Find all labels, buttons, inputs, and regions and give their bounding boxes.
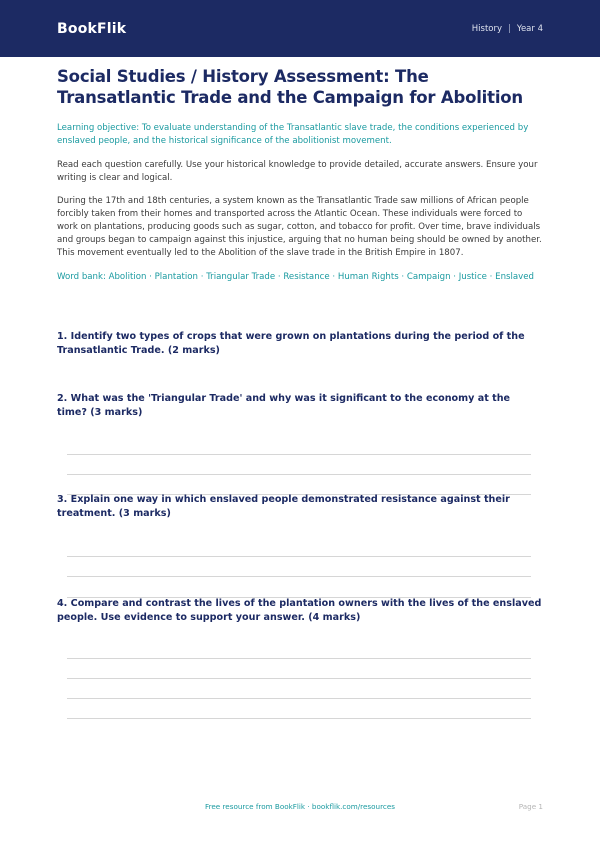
- answer-line[interactable]: [67, 678, 531, 679]
- word-bank: Word bank: Abolition · Plantation · Triangular Trade · Resistance · Human Rights · Campaign · Justice · Enslaved: [57, 272, 534, 282]
- header-meta: [472, 24, 543, 34]
- question-4: 4. Compare and contrast the lives of the plantation owners with the lives of the enslaved people. Use evidence to support your answer. (4 marks): [57, 598, 542, 623]
- page-title: Social Studies / History Assessment: The Transatlantic Trade and the Campaign for Abolition: [57, 67, 523, 107]
- learning-objective: Learning objective: To evaluate understanding of the Transatlantic slave trade, the conditions experienced by enslaved people, and the historical significance of the abolitionist movement.: [57, 123, 529, 146]
- brand-logo: BookFlik: [57, 20, 127, 37]
- year-label: Year 4: [516, 23, 543, 34]
- answer-line[interactable]: [67, 576, 531, 577]
- question-2: 2. What was the 'Triangular Trade' and why was it significant to the economy at the time? (3 marks): [57, 393, 511, 418]
- answer-line[interactable]: [67, 474, 531, 475]
- page-header: [0, 0, 600, 57]
- subject-label: History: [471, 23, 503, 34]
- instructions-paragraph: Read each question carefully. Use your historical knowledge to provide detailed, accurate answers. Ensure your writing is clear and logical.: [57, 160, 538, 183]
- question-3: 3. Explain one way in which enslaved people demonstrated resistance against their treatment. (3 marks): [57, 494, 510, 519]
- page-number: Page 1: [518, 802, 543, 811]
- header-separator: |: [508, 23, 511, 34]
- answer-line[interactable]: [67, 658, 531, 659]
- context-paragraph: During the 17th and 18th centuries, a system known as the Transatlantic Trade saw millions of African people forcibly taken from their homes and transported across the Atlantic Ocean. These individuals were forced to work on plantations, producing goods such as sugar, cotton, and tobacco for profit. Over time, brave individuals and groups began to campaign against this injustice, arguing that no human being should be owned by another. This movement eventually led to the Abolition of the slave trade in the British Empire in 1807.: [57, 196, 542, 258]
- answer-line[interactable]: [67, 718, 531, 719]
- answer-line[interactable]: [67, 556, 531, 557]
- answer-line[interactable]: [67, 698, 531, 699]
- footer-credit: Free resource from BookFlik · bookflik.com/resources: [204, 802, 396, 811]
- answer-line[interactable]: [67, 454, 531, 455]
- question-1: 1. Identify two types of crops that were grown on plantations during the period of the Transatlantic Trade. (2 marks): [57, 331, 525, 356]
- intro-section: [57, 66, 543, 284]
